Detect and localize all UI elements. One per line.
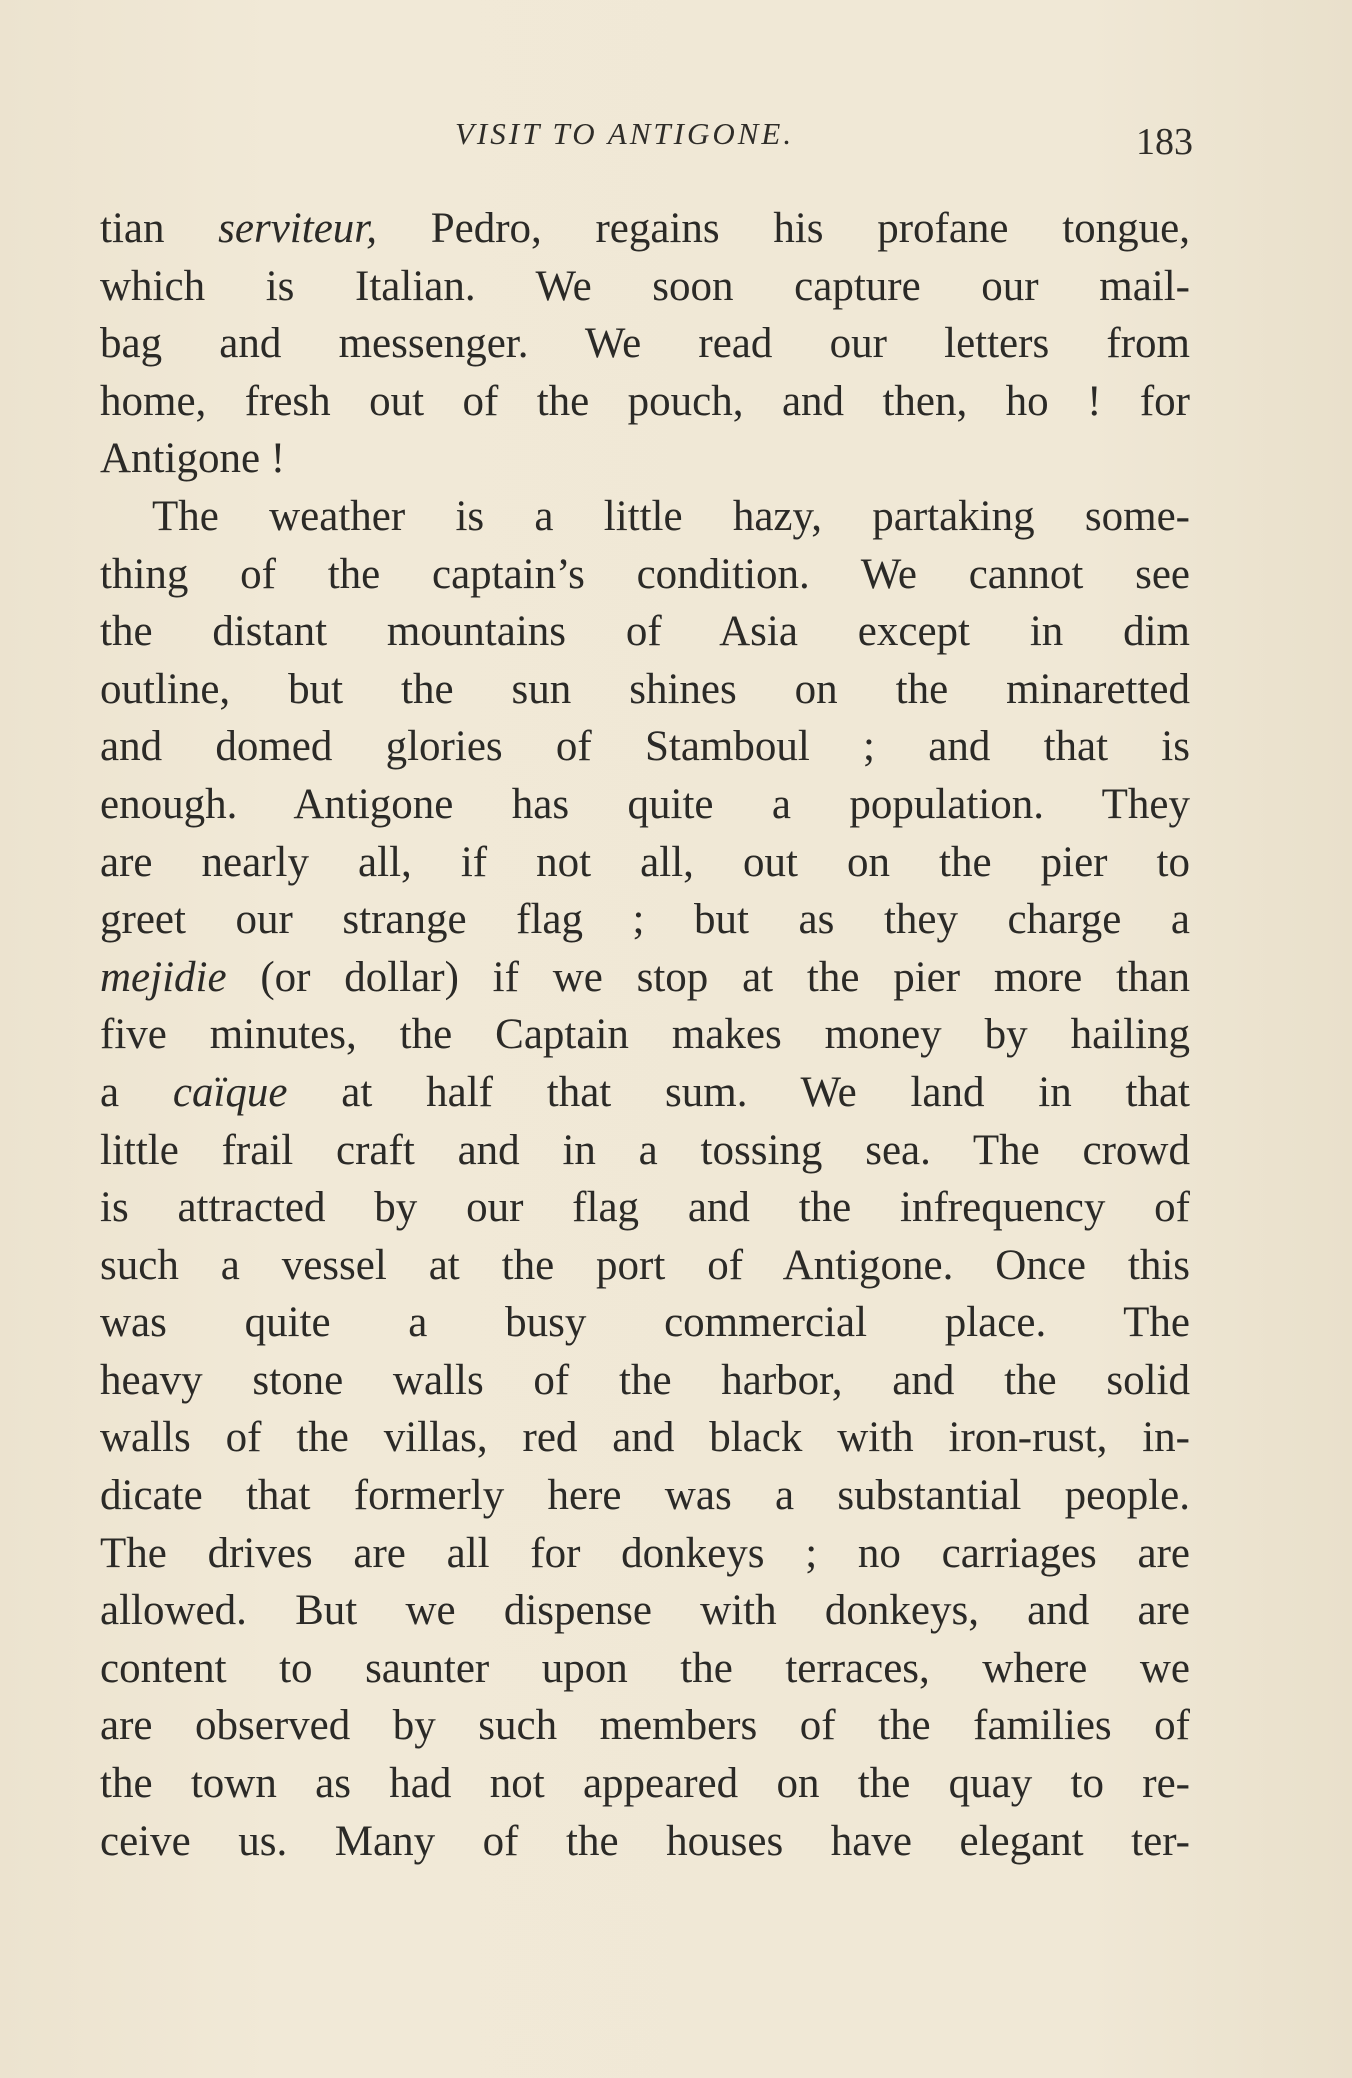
text-line: and domed glories of Stamboul ; and that is [100, 723, 1190, 771]
text-line: mejidie (or dollar) if we stop at the pier more than [100, 953, 1190, 1001]
text-line: the town as had not appeared on the quay to re- [100, 1760, 1190, 1808]
text-line: is attracted by our flag and the infrequency of [100, 1184, 1190, 1232]
text-line: thing of the captain’s condition. We cannot see [100, 550, 1190, 598]
page-header [100, 116, 1192, 176]
text-line: walls of the villas, red and black with iron-rust, in- [100, 1414, 1190, 1462]
text-line: five minutes, the Captain makes money by hailing [100, 1011, 1190, 1059]
text-line: ceive us. Many of the houses have elegant ter- [100, 1817, 1190, 1865]
text-line: dicate that formerly here was a substantial people. [100, 1472, 1190, 1520]
text-line: which is Italian. We soon capture our mail- [100, 262, 1190, 310]
running-head: VISIT TO ANTIGONE. [455, 116, 795, 151]
text-line: tian serviteur, Pedro, regains his profane tongue, [100, 205, 1190, 252]
text-line: the distant mountains of Asia except in dim [100, 608, 1190, 656]
text-line: content to saunter upon the terraces, where we [100, 1644, 1190, 1692]
text-line: The drives are all for donkeys ; no carriages are [100, 1529, 1190, 1577]
text-line: enough. Antigone has quite a population. They [100, 780, 1190, 828]
text-line: outline, but the sun shines on the minaretted [100, 665, 1190, 713]
body-text [100, 200, 1190, 1870]
text-line: are nearly all, if not all, out on the pier to [100, 838, 1190, 886]
text-line: little frail craft and in a tossing sea. The crowd [100, 1126, 1190, 1174]
text-line: heavy stone walls of the harbor, and the solid [100, 1356, 1190, 1404]
page-number: 183 [1136, 121, 1193, 163]
text-line: was quite a busy commercial place. The [100, 1299, 1190, 1347]
text-line: The weather is a little hazy, partaking some- [152, 492, 1190, 540]
text-line: such a vessel at the port of Antigone. Once this [100, 1241, 1190, 1289]
text-line: a caïque at half that sum. We land in that [100, 1068, 1190, 1116]
text-line: Antigone ! [100, 435, 286, 483]
text-line: allowed. But we dispense with donkeys, and are [100, 1587, 1190, 1635]
text-line: greet our strange flag ; but as they charge a [100, 896, 1190, 944]
text-line: are observed by such members of the families of [100, 1702, 1190, 1750]
text-line: home, fresh out of the pouch, and then, ho ! for [100, 377, 1190, 425]
text-line: bag and messenger. We read our letters from [100, 320, 1190, 368]
